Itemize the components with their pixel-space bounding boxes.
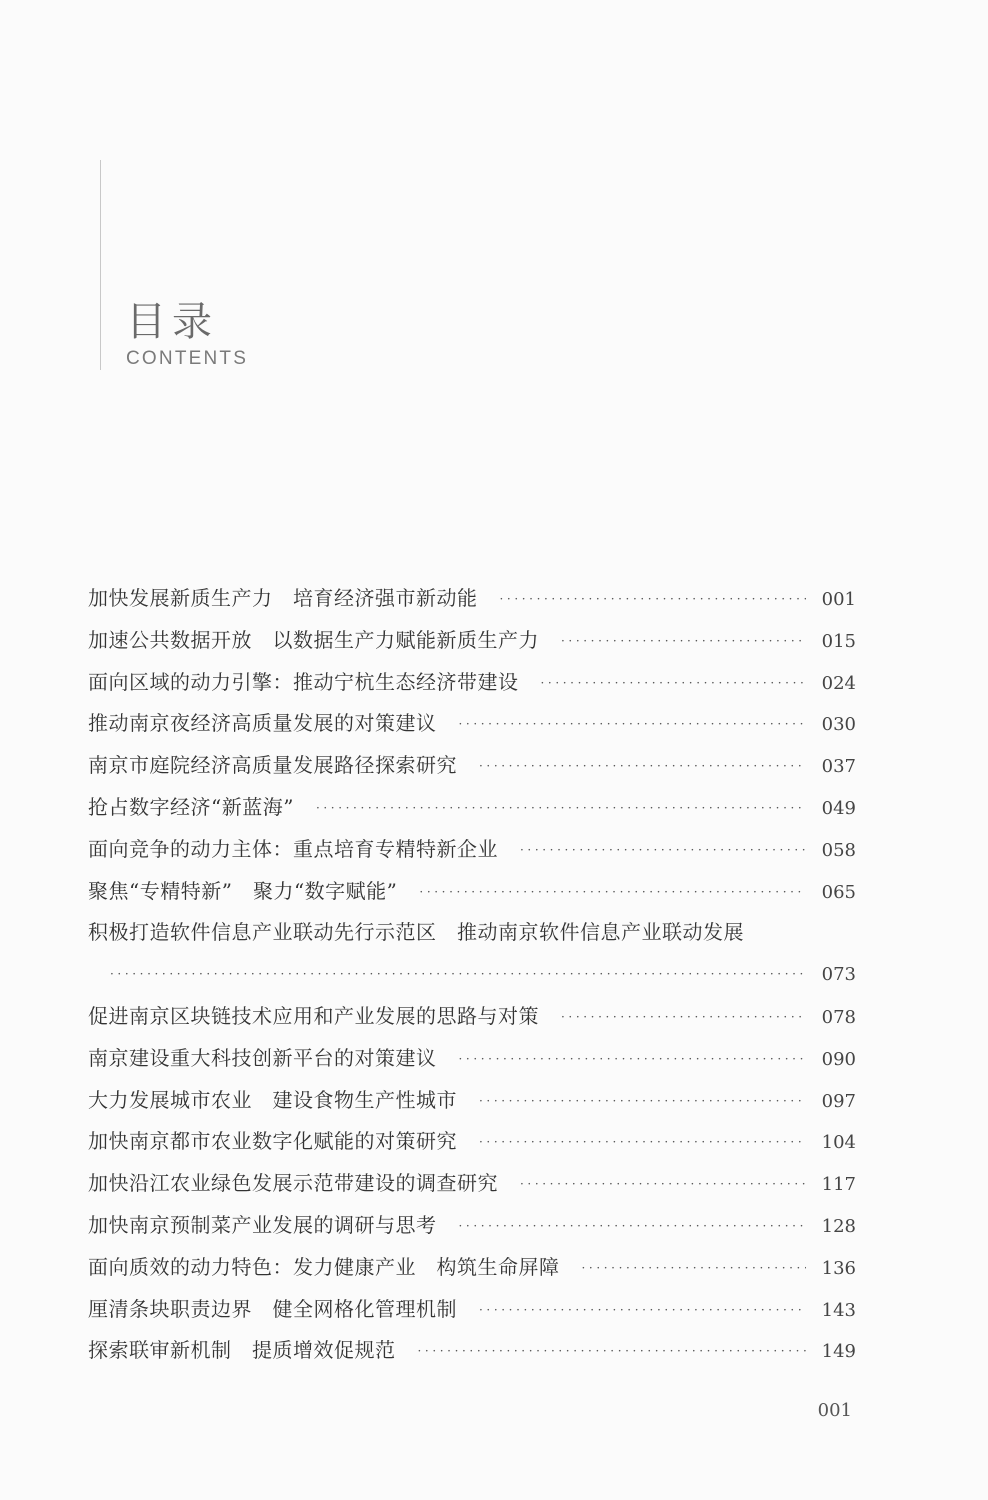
page-number: 001 [817,1400,852,1421]
toc-entry[interactable] [88,912,856,954]
toc-entry[interactable] [88,1163,856,1205]
dot-leader [419,872,806,914]
toc-entry-title: 大力发展城市农业 建设食物生产性城市 [88,1087,457,1112]
toc-entry-page: 104 [821,1132,856,1154]
dot-leader [459,704,807,746]
toc-entry-title: 加快南京预制菜产业发展的调研与思考 [88,1212,437,1237]
heading-subtitle: CONTENTS [126,348,249,369]
toc-entry-title: 加快发展新质生产力 培育经济强市新动能 [88,586,478,610]
toc-entry-title: 面向质效的动力特色：发力健康产业 构筑生命屏障 [88,1254,560,1279]
toc-entry-title: 推动南京夜经济高质量发展的对策建议 [88,711,437,736]
toc-entry-title: 加速公共数据开放 以数据生产力赋能新质生产力 [88,627,539,652]
dot-leader [479,1122,806,1164]
dot-leader [479,1290,806,1332]
toc-entry-title: 加快沿江农业绿色发展示范带建设的调查研究 [88,1171,498,1196]
toc-entry[interactable] [88,745,856,787]
toc-entry-page: 117 [821,1174,856,1196]
dot-leader [582,1248,807,1290]
dot-leader [541,663,807,705]
toc-entry-title: 抢占数字经济“新蓝海” [88,794,294,819]
toc-entry-continuation[interactable] [88,954,856,996]
toc-entry[interactable] [88,787,856,829]
toc-entry-page: 024 [821,672,856,694]
toc-entry-page: 058 [821,839,856,861]
toc-entry-page: 065 [821,881,856,903]
toc-entry[interactable] [88,662,856,704]
toc-entry-title: 聚焦“专精特新” 聚力“数字赋能” [88,878,398,903]
toc-entry[interactable] [88,1121,856,1163]
dot-leader [479,746,806,788]
dot-leader [500,579,807,621]
toc-entry[interactable] [88,871,856,913]
toc-entry-page: 037 [821,756,856,778]
toc-entry-title: 面向区域的动力引擎：推动宁杭生态经济带建设 [88,669,519,694]
toc-entry-title: 南京市庭院经济高质量发展路径探索研究 [88,753,457,778]
toc-entry-page: 015 [821,630,856,652]
dot-leader [459,1206,807,1248]
toc-entry[interactable] [88,703,856,745]
toc-entry-title: 南京建设重大科技创新平台的对策建议 [88,1045,437,1070]
toc-entry-page: 090 [821,1048,856,1070]
toc-entry-page: 030 [821,714,856,736]
toc-heading [126,296,248,370]
toc-entry[interactable] [88,620,856,662]
dot-leader [561,997,806,1039]
toc-entry-page: 128 [821,1215,856,1237]
dot-leader [561,621,806,663]
toc-entry-page: 078 [821,1006,856,1028]
dot-leader [459,1039,807,1081]
toc-entry[interactable] [88,1247,856,1289]
toc-entry[interactable] [88,1330,856,1372]
toc-entry-page: 001 [821,589,856,610]
dot-leader [520,830,806,872]
toc-entry[interactable] [88,1289,856,1331]
dot-leader [316,788,806,830]
toc-entry[interactable] [88,829,856,871]
dot-leader [479,1081,806,1123]
toc-entry-title: 厘清条块职责边界 健全网格化管理机制 [88,1296,457,1321]
dot-leader [520,1164,806,1206]
toc-entry-title: 加快南京都市农业数字化赋能的对策研究 [88,1129,457,1154]
toc-entry-page: 136 [821,1257,856,1279]
toc-entry[interactable] [88,1205,856,1247]
toc-entry-page: 143 [821,1299,856,1321]
toc-entry-page: 097 [821,1090,856,1112]
heading-title: 目录 [126,299,218,345]
toc-entry[interactable] [88,996,856,1038]
toc-entry[interactable] [88,1080,856,1122]
toc-entry[interactable] [88,578,856,620]
toc-entry-title: 积极打造软件信息产业联动先行示范区 推动南京软件信息产业联动发展 [88,920,744,945]
toc-entry-page: 073 [821,964,856,986]
toc-entry-title: 促进南京区块链技术应用和产业发展的思路与对策 [88,1003,539,1028]
toc-entry-page: 049 [821,797,856,819]
dot-leader [418,1331,807,1373]
toc-entry-title: 探索联审新机制 提质增效促规范 [88,1338,396,1363]
toc-entry[interactable] [88,1038,856,1080]
toc-entry-title: 面向竞争的动力主体：重点培育专精特新企业 [88,836,498,861]
toc-entry-page: 149 [821,1341,856,1363]
toc-list [88,578,856,1372]
vertical-rule [100,160,101,370]
dot-leader [110,954,806,996]
